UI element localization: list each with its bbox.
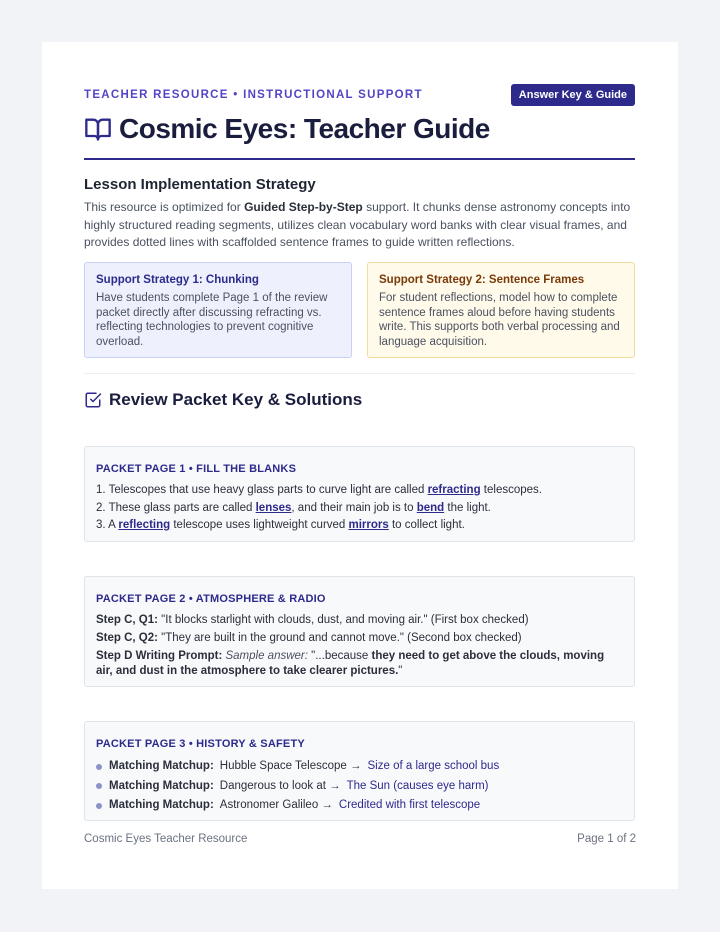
strategy-card-sentence-frames [367,262,635,358]
title-divider [84,158,635,160]
answer-line [96,482,623,500]
strategy-title: Support Strategy 1: Chunking [96,274,259,286]
line-text: "...because [307,650,372,662]
matchup-item [96,777,623,797]
line-text: " [398,664,403,677]
matchup-label: Matching Matchup: [109,799,214,811]
strategy-title: Support Strategy 2: Sentence Frames [379,274,585,286]
line-text: "They are built in the ground and cannot move." (Second box checked) [157,631,522,644]
step-label: Step D Writing Prompt: [96,650,223,662]
intro-emphasis: Guided Step-by-Step [244,200,363,214]
step-label: Step C, Q1: [96,614,158,626]
answer-blank: reflecting [118,519,171,531]
matchup-item [96,796,623,816]
bullet-icon [96,803,102,809]
sample-label: Sample answer: [225,650,308,662]
card-title: PACKET PAGE 1 • FILL THE BLANKS [96,463,297,475]
packet-page-1-card [84,446,635,542]
footer-page-number: Page 1 of 2 [577,833,636,845]
section-divider [84,373,635,374]
header-row [84,84,635,106]
step-label: Step C, Q2: [96,631,158,644]
page-title: Cosmic Eyes: Teacher Guide [119,113,490,144]
matchup-answer: Credited with first telescope [338,799,481,811]
matchup-label: Matching Matchup: [109,779,214,792]
answer-key-badge: Answer Key & Guide [511,84,635,106]
review-heading: Review Packet Key & Solutions [109,390,363,409]
matchup-label: Matching Matchup: [109,760,214,772]
book-icon [84,115,112,143]
matchup-term: Astronomer Galileo → [219,799,333,811]
card-title: PACKET PAGE 3 • HISTORY & SAFETY [96,738,305,750]
review-heading-row [84,389,362,411]
card-title: PACKET PAGE 2 • ATMOSPHERE & RADIO [96,593,326,605]
matchup-term: Dangerous to look at → [219,779,341,792]
implementation-heading: Lesson Implementation Strategy [84,176,316,193]
line-text: "It blocks starlight with clouds, dust, and moving air." (First box checked) [157,614,529,626]
strategy-body: Have students complete Page 1 of the review packet directly after discussing refracting vs. reflecting technologies to prevent cognitive overload. [96,292,328,348]
checkbox-icon [84,391,102,409]
title-row [84,112,490,146]
sample-answer: they need to get above the clouds, moving air, and dust in the atmosphere to take clearer pictures. [96,650,605,677]
matchup-term: Hubble Space Telescope → [219,760,362,772]
line-text: 3. A [96,519,119,531]
answer-line [96,612,623,630]
line-text: telescopes. [480,484,542,496]
bullet-icon [96,783,102,789]
intro-text-end: support. It chunks dense astronomy concepts into highly structured reading segments, utilizes clean vocabulary word banks with clear visual frames, and provides dotted lines with scaffolded sentence frames to guide written reflections. [84,200,631,249]
packet-page-2-card [84,576,635,687]
bullet-icon [96,764,102,770]
intro-text-start: This resource is optimized for [84,200,245,214]
line-text: , and their main job is to [291,501,417,514]
footer-resource-name: Cosmic Eyes Teacher Resource [84,833,248,845]
answer-line [96,517,623,535]
line-text: 1. Telescopes that use heavy glass parts to curve light are called [96,484,428,496]
line-text: 2. These glass parts are called [96,501,256,514]
resource-kicker: TEACHER RESOURCE • INSTRUCTIONAL SUPPORT [84,89,423,101]
line-text: to collect light. [388,519,465,531]
implementation-intro [84,199,640,252]
answer-line [96,500,623,518]
writing-prompt-answer [96,649,623,678]
matchup-answer: The Sun (causes eye harm) [346,779,489,792]
strategy-body: For student reflections, model how to complete sentence frames aloud before having students write. This supports both verbal processing and language acquisition. [379,292,620,348]
answer-blank: lenses [255,501,292,514]
answer-blank: refracting [427,484,481,496]
answer-blank: mirrors [348,519,389,531]
answer-line [96,630,623,648]
line-text: the light. [444,501,491,514]
line-text: telescope uses lightweight curved [170,519,349,531]
strategy-card-chunking [84,262,352,358]
packet-page-3-card [84,721,635,821]
matchup-item [96,757,623,777]
matchup-answer: Size of a large school bus [367,760,500,772]
answer-blank: bend [416,501,445,514]
document-page [42,42,678,889]
